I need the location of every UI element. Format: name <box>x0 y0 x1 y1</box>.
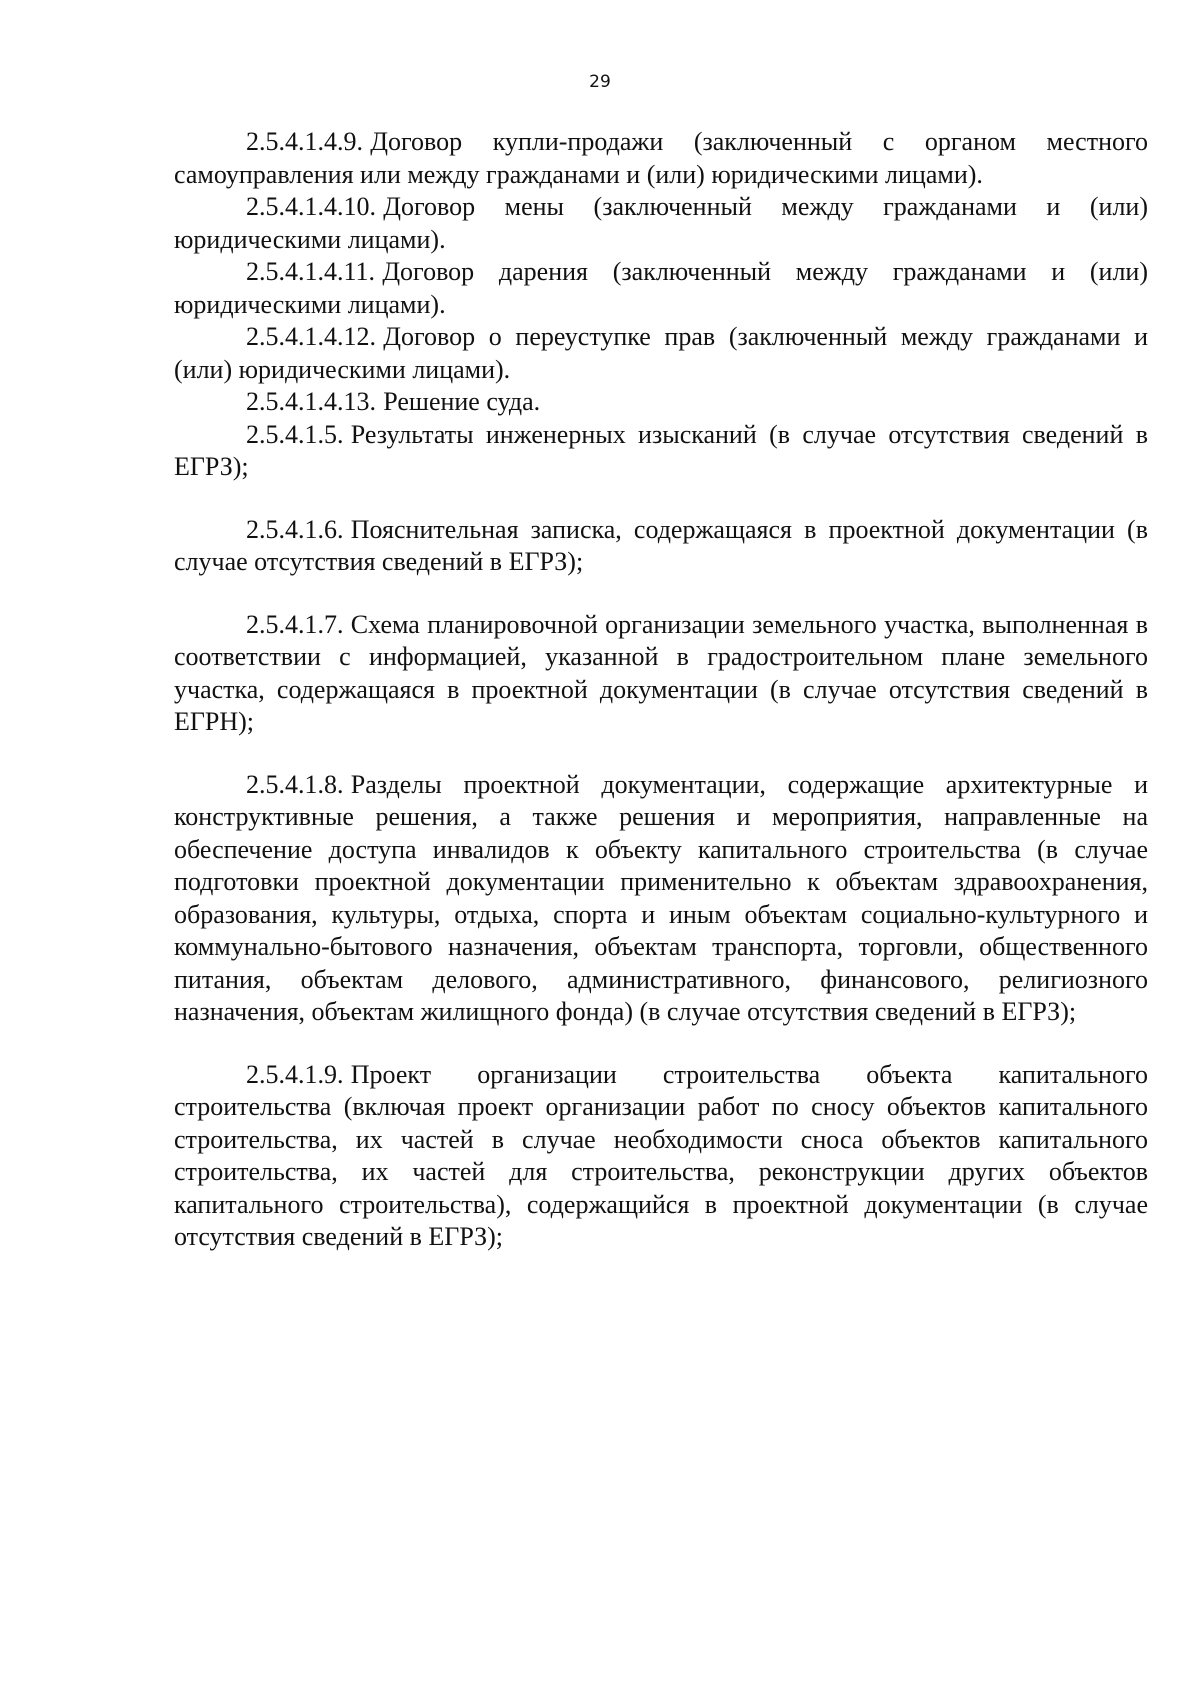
paragraph-2-5-4-1-4-12 <box>174 321 1148 386</box>
paragraph-2-5-4-1-8 <box>174 769 1148 1029</box>
page-number: 29 <box>589 72 611 92</box>
paragraph-number: 2.5.4.1.8. <box>246 769 344 799</box>
paragraph-number: 2.5.4.1.9. <box>246 1059 344 1089</box>
paragraph-2-5-4-1-7 <box>174 609 1148 739</box>
paragraph-2-5-4-1-4-9 <box>174 126 1148 191</box>
paragraph-number: 2.5.4.1.7. <box>246 609 344 639</box>
paragraph-2-5-4-1-4-11 <box>174 256 1148 321</box>
paragraph-text: Результаты инженерных изысканий (в случае отсутствия сведений в ЕГРЗ); <box>174 419 1148 481</box>
paragraph-2-5-4-1-6 <box>174 514 1148 579</box>
paragraph-text: Решение суда. <box>383 387 541 416</box>
paragraph-2-5-4-1-9 <box>174 1059 1148 1254</box>
paragraph-number: 2.5.4.1.4.13. <box>246 387 376 416</box>
document-body <box>174 126 1148 1254</box>
paragraph-number: 2.5.4.1.4.10. <box>246 192 376 221</box>
paragraph-text: Договор мены (заключенный между гражданами и (или) юридическими лицами). <box>174 192 1148 254</box>
paragraph-text: Разделы проектной документации, содержащие архитектурные и конструктивные решения, а также решения и мероприятия, направленные на обеспечение доступа инвалидов к объекту капитального строительства (в случае подготовки проектной документации применительно к объектам здравоохранения, образования, культуры, отдыха, спорта и иным объектам социально-культурного и коммунально-бытового назначения, объектам транспорта, торговли, общественного питания, объектам делового, административного, финансового, религиозного назначения, объектам жилищного фонда) (в случае отсутствия сведений в ЕГРЗ); <box>174 769 1148 1026</box>
paragraph-number: 2.5.4.1.5. <box>246 419 344 449</box>
paragraph-text: Договор купли-продажи (заключенный с органом местного самоуправления или между гражданами и (или) юридическими лицами). <box>174 127 1148 189</box>
paragraph-number: 2.5.4.1.4.11. <box>246 257 376 286</box>
paragraph-number: 2.5.4.1.6. <box>246 514 344 544</box>
paragraph-text: Договор о переуступке прав (заключенный между гражданами и (или) юридическими лицами). <box>174 322 1148 384</box>
paragraph-text: Пояснительная записка, содержащаяся в проектной документации (в случае отсутствия сведений в ЕГРЗ); <box>174 514 1148 576</box>
paragraph-text: Проект организации строительства объекта капитального строительства (включая проект организации работ по сносу объектов капитального строительства, их частей в случае необходимости сноса объектов капитального строительства, их частей для строительства, реконструкции других объектов капитального строительства), содержащийся в проектной документации (в случае отсутствия сведений в ЕГРЗ); <box>174 1059 1148 1251</box>
paragraph-text: Схема планировочной организации земельного участка, выполненная в соответствии с информацией, указанной в градостроительном плане земельного участка, содержащаяся в проектной документации (в случае отсутствия сведений в ЕГРН); <box>174 609 1148 736</box>
paragraph-text: Договор дарения (заключенный между гражданами и (или) юридическими лицами). <box>174 257 1148 319</box>
paragraph-number: 2.5.4.1.4.9. <box>246 127 363 156</box>
paragraph-2-5-4-1-4-10 <box>174 191 1148 256</box>
paragraph-2-5-4-1-4-13 <box>174 386 1148 419</box>
paragraph-2-5-4-1-5 <box>174 419 1148 484</box>
paragraph-number: 2.5.4.1.4.12. <box>246 322 376 351</box>
